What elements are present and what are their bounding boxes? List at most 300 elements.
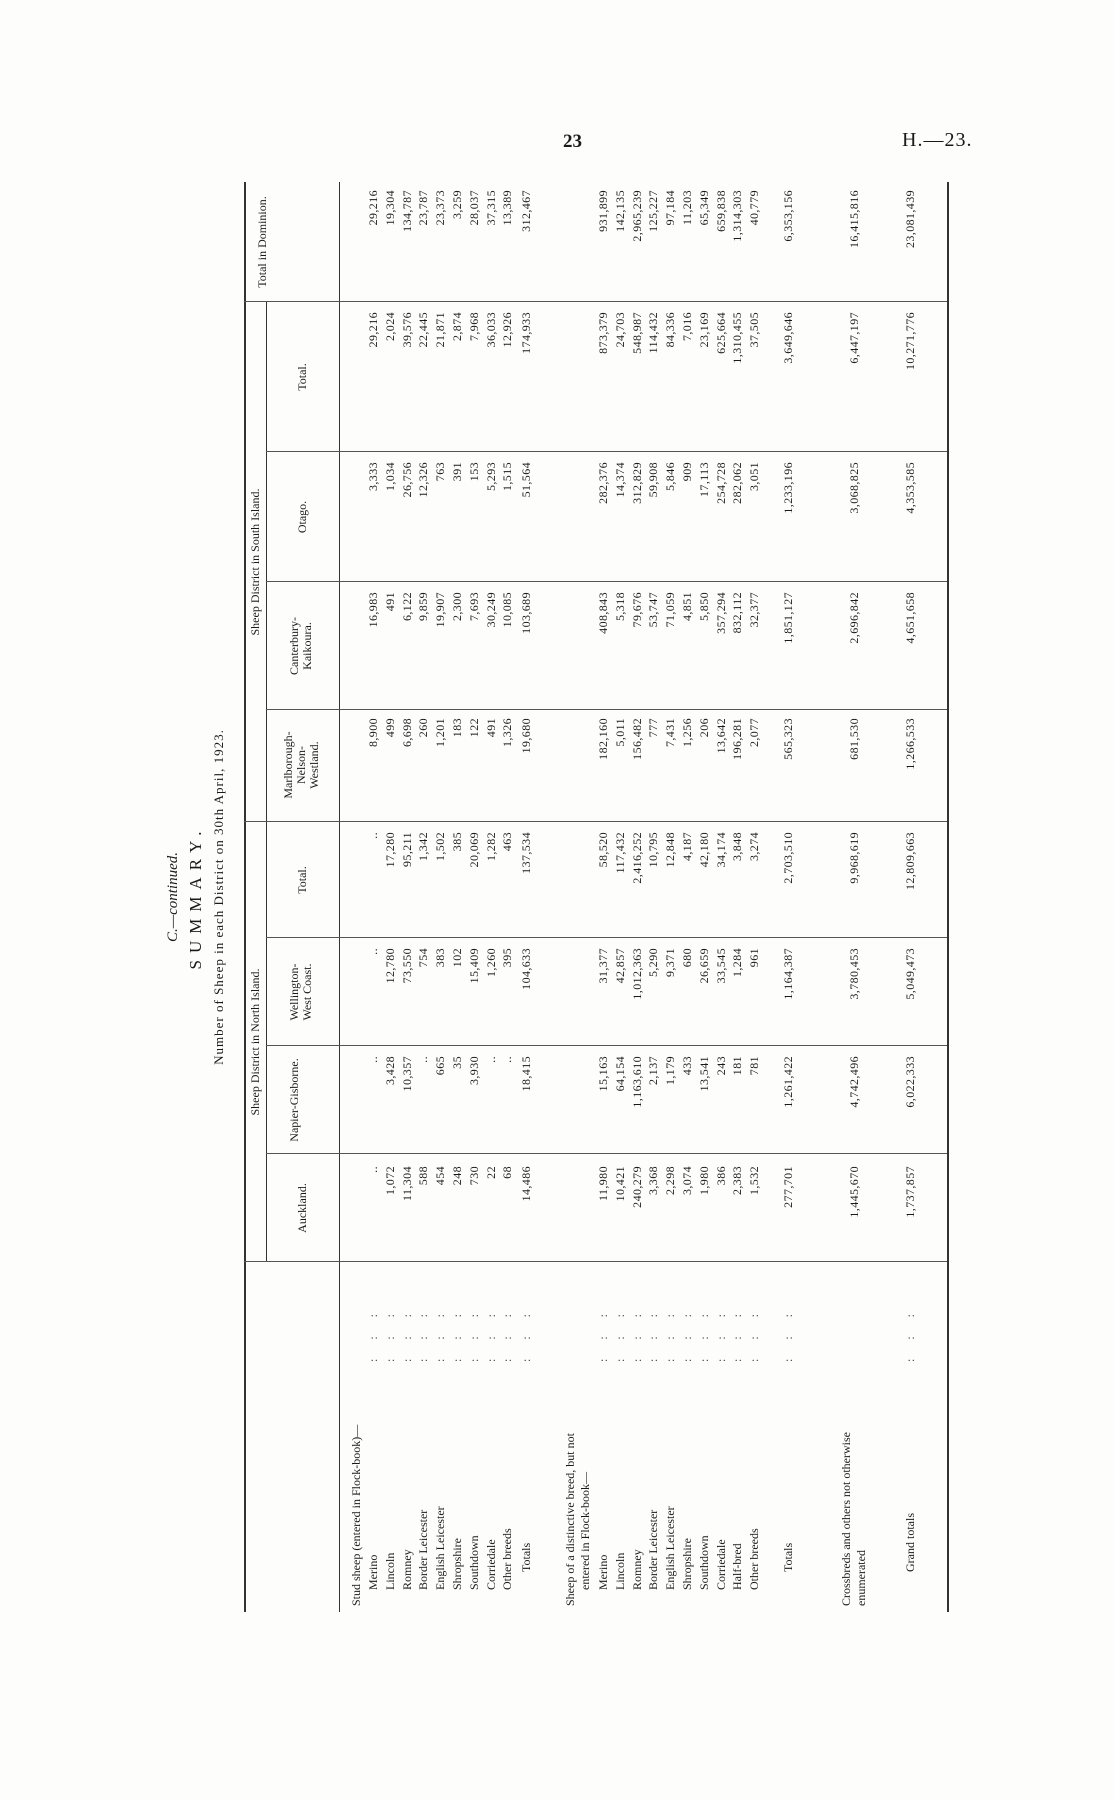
value-cell: 408,843 <box>596 592 610 634</box>
value-cell: 754 <box>416 948 431 968</box>
value-cell: 1,445,670 <box>847 1166 861 1218</box>
value-cell: 122 <box>466 718 481 738</box>
distinctive-title-row-2 <box>577 182 594 1612</box>
value-cell: 23,373 <box>433 190 448 226</box>
table-row <box>629 182 646 1612</box>
value-cell: 4,187 <box>680 832 694 861</box>
rule-top <box>244 182 246 1612</box>
distinctive-section-title-line2: entered in Flock-book— <box>578 1472 592 1590</box>
row-label: English Leicester <box>663 1506 678 1590</box>
value-cell: 2,696,842 <box>847 592 861 644</box>
header-napier-gisborne: Napier-Gisborne. <box>287 1058 301 1142</box>
value-cell: 12,848 <box>663 832 678 868</box>
value-cell: 12,326 <box>416 462 431 498</box>
value-cell: 196,281 <box>730 718 745 760</box>
value-cell: 10,357 <box>399 1056 414 1092</box>
row-label: Lincoln <box>612 1552 627 1590</box>
value-cell: 19,304 <box>382 190 397 226</box>
value-cell: .. <box>483 1056 498 1063</box>
value-cell: 97,184 <box>663 190 678 226</box>
dot-leader: : : : <box>903 1305 917 1362</box>
value-cell: 1,314,303 <box>730 190 745 242</box>
value-cell: 11,304 <box>399 1166 414 1201</box>
crossbreds-row <box>837 182 877 1612</box>
value-cell: 29,216 <box>366 190 380 226</box>
value-cell: 12,780 <box>382 948 397 984</box>
dot-leader: : : : <box>596 1305 610 1362</box>
value-cell: 15,163 <box>596 1056 610 1092</box>
value-cell: 6,022,333 <box>903 1056 917 1108</box>
rule-bottom <box>947 182 949 1612</box>
value-cell: 40,779 <box>747 190 762 226</box>
table-row <box>483 182 500 1612</box>
dot-leader: : : : <box>416 1305 431 1362</box>
row-label: Southdown <box>466 1535 481 1590</box>
dot-leader: : : : <box>399 1305 414 1362</box>
rule-group-header <box>266 302 267 1262</box>
totals-label: Grand totals <box>903 1513 917 1572</box>
value-cell: 17,280 <box>382 832 397 868</box>
grand-totals-line <box>902 182 919 1612</box>
value-cell: 16,415,816 <box>847 190 861 248</box>
header-wellington-west-coast: Wellington-West Coast. <box>287 963 314 1021</box>
table-row <box>399 182 416 1612</box>
value-cell: 681,530 <box>847 718 861 760</box>
value-cell: 3,848 <box>730 832 745 861</box>
crossbreds-label-line1: Crossbreds and others not otherwise <box>839 1432 853 1606</box>
value-cell: 2,703,510 <box>781 832 795 884</box>
value-cell: 243 <box>713 1056 728 1076</box>
value-cell: 312,467 <box>519 190 533 232</box>
value-cell: 5,290 <box>646 948 661 977</box>
stud-totals-row <box>518 182 535 1612</box>
value-cell: 491 <box>483 718 498 738</box>
value-cell: 30,249 <box>483 592 498 628</box>
value-cell: 16,983 <box>366 592 380 628</box>
table-row <box>713 182 730 1612</box>
value-cell: 391 <box>450 462 464 482</box>
value-cell: 282,376 <box>596 462 610 504</box>
value-cell: 9,968,619 <box>847 832 861 884</box>
value-cell: 95,211 <box>399 832 414 867</box>
dot-leader: : : : <box>500 1305 515 1362</box>
value-cell: 1,326 <box>500 718 515 747</box>
row-label: Romney <box>399 1549 414 1590</box>
dot-leader: : : : <box>612 1305 627 1362</box>
value-cell: 5,011 <box>612 718 627 747</box>
value-cell: 51,564 <box>519 462 533 498</box>
header-canterbury-kaikoura: Canterbury-Kaikoura. <box>287 617 314 675</box>
dot-leader: : : : <box>646 1305 661 1362</box>
value-cell: 4,353,585 <box>903 462 917 514</box>
value-cell: 4,651,658 <box>903 592 917 644</box>
value-cell: 909 <box>680 462 694 482</box>
value-cell: 19,680 <box>519 718 533 754</box>
value-cell: 7,431 <box>663 718 678 747</box>
value-cell: 181 <box>730 1056 745 1076</box>
value-cell: 73,550 <box>399 948 414 984</box>
value-cell: 312,829 <box>629 462 644 504</box>
table-row <box>466 182 483 1612</box>
grand-totals-row <box>896 182 926 1612</box>
value-cell: 2,874 <box>450 312 464 341</box>
value-cell: 39,576 <box>399 312 414 348</box>
value-cell: 1,515 <box>500 462 515 491</box>
rule-header-bottom <box>339 182 340 1612</box>
value-cell: 182,160 <box>596 718 610 760</box>
value-cell: 3,780,453 <box>847 948 861 1000</box>
value-cell: 5,846 <box>663 462 678 491</box>
value-cell: 1,072 <box>382 1166 397 1195</box>
value-cell: 42,857 <box>612 948 627 984</box>
value-cell: 58,520 <box>596 832 610 868</box>
row-label: Corriedale <box>483 1539 498 1590</box>
value-cell: 1,034 <box>382 462 397 491</box>
value-cell: 873,379 <box>596 312 610 354</box>
page-number: 23 <box>563 131 582 152</box>
value-cell: 254,728 <box>713 462 728 504</box>
value-cell: 1,256 <box>680 718 694 747</box>
value-cell: 240,279 <box>629 1166 644 1208</box>
value-cell: 1,261,422 <box>781 1056 795 1108</box>
value-cell: 383 <box>433 948 448 968</box>
value-cell: 1,284 <box>730 948 745 977</box>
value-cell: .. <box>366 948 380 955</box>
value-cell: 7,968 <box>466 312 481 341</box>
table-row <box>499 182 516 1612</box>
row-label: Shropshire <box>450 1538 464 1590</box>
dot-leader: : : : <box>629 1305 644 1362</box>
value-cell: 12,809,663 <box>903 832 917 890</box>
value-cell: 13,642 <box>713 718 728 754</box>
value-cell: 53,747 <box>646 592 661 628</box>
value-cell: 11,203 <box>680 190 694 225</box>
value-cell: 65,349 <box>696 190 711 226</box>
value-cell: 13,541 <box>696 1056 711 1092</box>
value-cell: 931,899 <box>596 190 610 232</box>
dot-leader: : : : <box>450 1305 464 1362</box>
value-cell: 491 <box>382 592 397 612</box>
stud-section-title-row <box>348 182 365 1612</box>
value-cell: 14,486 <box>519 1166 533 1202</box>
value-cell: 248 <box>450 1166 464 1186</box>
distinctive-breed-section <box>562 182 822 1612</box>
crossbreds-label-line2: enumerated <box>854 1550 868 1606</box>
value-cell: 2,077 <box>747 718 762 747</box>
value-cell: 1,310,455 <box>730 312 745 364</box>
row-label: English Leicester <box>433 1506 448 1590</box>
value-cell: 84,336 <box>663 312 678 348</box>
value-cell: 10,795 <box>646 832 661 868</box>
value-cell: 7,016 <box>680 312 694 341</box>
value-cell: 34,174 <box>713 832 728 868</box>
value-cell: 79,676 <box>629 592 644 628</box>
value-cell: 2,024 <box>382 312 397 341</box>
row-label: Half-bred <box>730 1543 745 1590</box>
value-cell: 277,701 <box>781 1166 795 1208</box>
value-cell: 665 <box>433 1056 448 1076</box>
value-cell: 357,294 <box>713 592 728 634</box>
value-cell: 24,703 <box>612 312 627 348</box>
continued-note: C.—continued. <box>165 852 181 942</box>
value-cell: 42,180 <box>696 832 711 868</box>
value-cell: 125,227 <box>646 190 661 232</box>
table-row <box>449 182 466 1612</box>
table-row <box>432 182 449 1612</box>
value-cell: .. <box>416 1056 431 1063</box>
value-cell: 763 <box>433 462 448 482</box>
value-cell: 680 <box>680 948 694 968</box>
value-cell: 1,282 <box>483 832 498 861</box>
value-cell: 11,980 <box>596 1166 610 1201</box>
table-row <box>382 182 399 1612</box>
table-subtitle: Number of Sheep in each District on 30th April, 1923. <box>211 729 226 1065</box>
value-cell: 1,163,610 <box>629 1056 644 1108</box>
dot-leader: : : : <box>433 1305 448 1362</box>
value-cell: 1,233,196 <box>781 462 795 514</box>
value-cell: 3,051 <box>747 462 762 491</box>
value-cell: 2,298 <box>663 1166 678 1195</box>
value-cell: 29,216 <box>366 312 380 348</box>
value-cell: 588 <box>416 1166 431 1186</box>
value-cell: 9,371 <box>663 948 678 977</box>
distinctive-section-title-line1: Sheep of a distinctive breed, but not <box>563 1433 577 1606</box>
value-cell: 7,693 <box>466 592 481 621</box>
value-cell: 3,074 <box>680 1166 694 1195</box>
value-cell: 1,179 <box>663 1056 678 1085</box>
value-cell: 1,532 <box>747 1166 762 1195</box>
row-label: Other breeds <box>500 1528 515 1590</box>
value-cell: 9,859 <box>416 592 431 621</box>
dot-leader: : : : <box>781 1305 795 1362</box>
value-cell: 386 <box>713 1166 728 1186</box>
value-cell: 565,323 <box>781 718 795 760</box>
value-cell: 3,428 <box>382 1056 397 1085</box>
value-cell: 548,987 <box>629 312 644 354</box>
value-cell: 454 <box>433 1166 448 1186</box>
value-cell: 3,068,825 <box>847 462 861 514</box>
value-cell: 114,432 <box>646 312 661 354</box>
row-label: Other breeds <box>747 1528 762 1590</box>
value-cell: 1,342 <box>416 832 431 861</box>
row-label: Merino <box>366 1554 380 1590</box>
table-row <box>365 182 382 1612</box>
value-cell: 730 <box>466 1166 481 1186</box>
value-cell: 18,415 <box>519 1056 533 1092</box>
value-cell: 10,085 <box>500 592 515 628</box>
value-cell: 5,293 <box>483 462 498 491</box>
rotated-table-page <box>162 182 952 1612</box>
row-label: Southdown <box>696 1535 711 1590</box>
value-cell: 21,871 <box>433 312 448 348</box>
value-cell: 103,689 <box>519 592 533 634</box>
value-cell: 12,926 <box>500 312 515 348</box>
value-cell: 22,445 <box>416 312 431 348</box>
value-cell: 2,416,252 <box>629 832 644 884</box>
value-cell: 5,318 <box>612 592 627 621</box>
row-label: Border Leicester <box>646 1509 661 1590</box>
table-row <box>679 182 696 1612</box>
value-cell: 35 <box>450 1056 464 1069</box>
value-cell: 142,135 <box>612 190 627 232</box>
value-cell: 961 <box>747 948 762 968</box>
value-cell: 777 <box>646 718 661 738</box>
row-label: Lincoln <box>382 1552 397 1590</box>
value-cell: 3,930 <box>466 1056 481 1085</box>
distinctive-totals-row <box>780 182 797 1612</box>
value-cell: 1,260 <box>483 948 498 977</box>
value-cell: .. <box>366 832 380 839</box>
stud-section-title: Stud sheep (entered in Flock-book)— <box>349 1424 363 1606</box>
value-cell: 463 <box>500 832 515 852</box>
value-cell: 64,154 <box>612 1056 627 1092</box>
table-row <box>746 182 763 1612</box>
value-cell: 6,353,156 <box>781 190 795 242</box>
value-cell: 282,062 <box>730 462 745 504</box>
value-cell: 68 <box>500 1166 515 1179</box>
dot-leader: : : : <box>730 1305 745 1362</box>
value-cell: 1,012,363 <box>629 948 644 1000</box>
value-cell: 499 <box>382 718 397 738</box>
table-row <box>645 182 662 1612</box>
value-cell: 659,838 <box>713 190 728 232</box>
row-label: Border Leicester <box>416 1509 431 1590</box>
value-cell: 117,432 <box>612 832 627 874</box>
value-cell: 10,271,776 <box>903 312 917 370</box>
value-cell: 102 <box>450 948 464 968</box>
value-cell: 156,482 <box>629 718 644 760</box>
value-cell: 4,851 <box>680 592 694 621</box>
value-cell: .. <box>500 1056 515 1063</box>
value-cell: 433 <box>680 1056 694 1076</box>
value-cell: 10,421 <box>612 1166 627 1202</box>
value-cell: 23,081,439 <box>903 190 917 248</box>
value-cell: 134,787 <box>399 190 414 232</box>
dot-leader: : : : <box>519 1305 533 1362</box>
table-row <box>729 182 746 1612</box>
dot-leader: : : : <box>663 1305 678 1362</box>
totals-label: Totals <box>781 1542 795 1572</box>
summary-title: SUMMARY. <box>186 824 205 970</box>
document-reference: H.—23. <box>902 129 973 151</box>
value-cell: 3,368 <box>646 1166 661 1195</box>
value-cell: 1,164,387 <box>781 948 795 1000</box>
value-cell: 6,447,197 <box>847 312 861 364</box>
stud-sheep-section <box>344 182 544 1612</box>
value-cell: 2,965,239 <box>629 190 644 242</box>
value-cell: 37,315 <box>483 190 498 226</box>
value-cell: 1,502 <box>433 832 448 861</box>
value-cell: 36,033 <box>483 312 498 348</box>
table-row <box>415 182 432 1612</box>
row-label: Merino <box>596 1554 610 1590</box>
value-cell: 26,659 <box>696 948 711 984</box>
value-cell: 1,737,857 <box>903 1166 917 1218</box>
header-total-in-dominion: Total in Dominion. <box>255 196 269 288</box>
value-cell: 625,664 <box>713 312 728 354</box>
table-row <box>595 182 612 1612</box>
value-cell: 19,907 <box>433 592 448 628</box>
north-island-group-header: Sheep District in North Island. <box>248 968 262 1116</box>
value-cell: 8,900 <box>366 718 380 747</box>
value-cell: 22 <box>483 1166 498 1179</box>
dot-leader: : : : <box>466 1305 481 1362</box>
row-label: Corriedale <box>713 1539 728 1590</box>
table-heading <box>162 182 237 1612</box>
header-marlborough-nelson-westland: Marlborough-Nelson-Westland. <box>281 731 321 799</box>
value-cell: .. <box>366 1166 380 1173</box>
value-cell: 385 <box>450 832 464 852</box>
value-cell: 2,137 <box>646 1056 661 1085</box>
value-cell: 832,112 <box>730 592 745 634</box>
dot-leader: : : : <box>483 1305 498 1362</box>
value-cell: 206 <box>696 718 711 738</box>
value-cell: 153 <box>466 462 481 482</box>
value-cell: 17,113 <box>696 462 711 497</box>
value-cell: 14,374 <box>612 462 627 498</box>
value-cell: 395 <box>500 948 515 968</box>
value-cell: 781 <box>747 1056 762 1076</box>
value-cell: 15,409 <box>466 948 481 984</box>
value-cell: 5,850 <box>696 592 711 621</box>
dot-leader: : : : <box>696 1305 711 1362</box>
totals-label: Totals <box>519 1542 533 1572</box>
value-cell: 183 <box>450 718 464 738</box>
value-cell: 4,742,496 <box>847 1056 861 1108</box>
value-cell: 104,633 <box>519 948 533 990</box>
value-cell: 33,545 <box>713 948 728 984</box>
value-cell: 2,383 <box>730 1166 745 1195</box>
value-cell: 13,389 <box>500 190 515 226</box>
summary-table <box>244 182 949 1612</box>
value-cell: 2,300 <box>450 592 464 621</box>
table-row <box>612 182 629 1612</box>
header-south-total: Total. <box>295 363 309 391</box>
value-cell: 37,505 <box>747 312 762 348</box>
value-cell: 3,274 <box>747 832 762 861</box>
dot-leader: : : : <box>680 1305 694 1362</box>
value-cell: 1,201 <box>433 718 448 747</box>
value-cell: 23,169 <box>696 312 711 348</box>
value-cell: 1,980 <box>696 1166 711 1195</box>
value-cell: 71,059 <box>663 592 678 628</box>
value-cell: 5,049,473 <box>903 948 917 1000</box>
value-cell: 6,122 <box>399 592 414 621</box>
value-cell: 260 <box>416 718 431 738</box>
table-row <box>696 182 713 1612</box>
row-label: Shropshire <box>680 1538 694 1590</box>
header-otago: Otago. <box>295 500 309 534</box>
dot-leader: : : : <box>713 1305 728 1362</box>
value-cell: 137,534 <box>519 832 533 874</box>
crossbreds-values <box>846 182 863 1612</box>
header-north-total: Total. <box>295 866 309 894</box>
value-cell: 3,649,646 <box>781 312 795 364</box>
dot-leader: : : : <box>366 1305 380 1362</box>
dot-leader: : : : <box>747 1305 762 1362</box>
value-cell: 28,037 <box>466 190 481 226</box>
value-cell: 32,377 <box>747 592 762 628</box>
value-cell: 1,266,533 <box>903 718 917 770</box>
value-cell: 23,787 <box>416 190 431 226</box>
value-cell: 59,908 <box>646 462 661 498</box>
value-cell: 3,259 <box>450 190 464 219</box>
header-auckland: Auckland. <box>295 1183 309 1233</box>
south-island-group-header: Sheep District in South Island. <box>248 488 262 636</box>
value-cell: 1,851,127 <box>781 592 795 644</box>
dot-leader: : : : <box>382 1305 397 1362</box>
value-cell: 20,069 <box>466 832 481 868</box>
